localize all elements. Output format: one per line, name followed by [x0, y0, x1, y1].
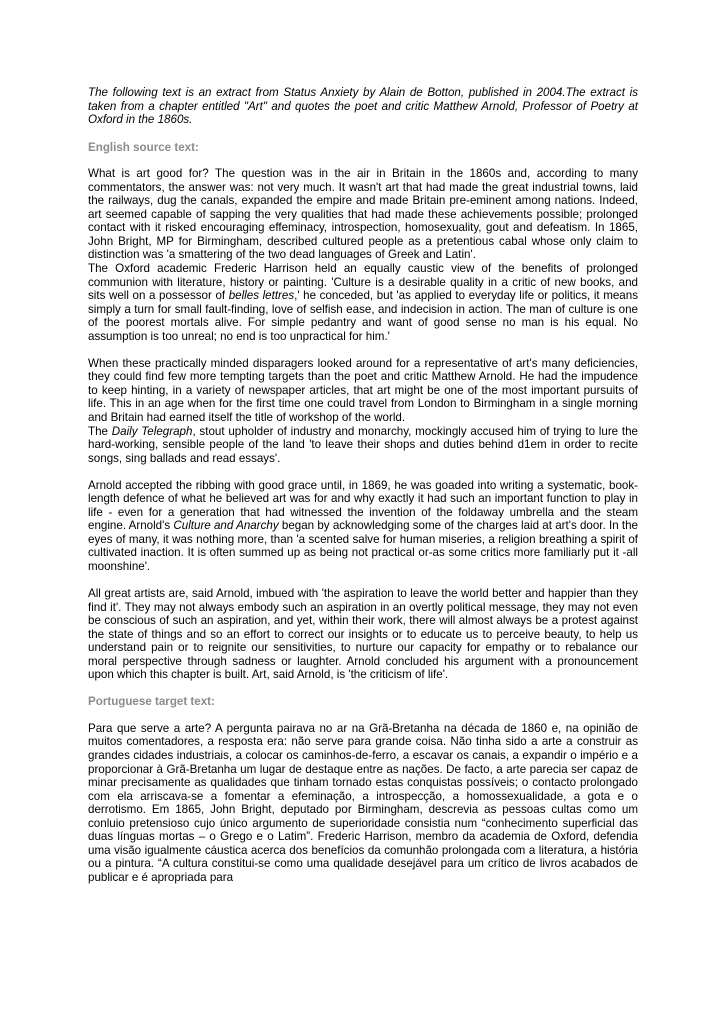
english-p1b-text-before: The Oxford academic Frederic Harrison held an equally caustic view of the benefits of prolonged communion with literature, history or painting. 'Culture is a desirable quality in a critic of new books, and sits well on a possessor of — [88, 262, 638, 303]
portuguese-target-heading: Portuguese target text: — [88, 695, 215, 709]
english-p1b-italic: belles lettres — [228, 289, 295, 303]
english-p2b-italic: Daily Telegraph — [111, 424, 193, 438]
english-p3-text-before: Arnold accepted the ribbing with good grace until, in 1869, he was goaded into writing a systematic, book-length defence of what he believed art was for and why exactly it had such an important function to play in life - even for a generation that had witnessed the invention of the foldaway umbrella and the steam engine. Arnold's — [88, 478, 638, 533]
english-p3-italic: Culture and Anarchy — [173, 519, 279, 533]
english-source-heading: English source text: — [88, 140, 199, 154]
english-paragraph-2b — [88, 425, 638, 466]
english-p2b-text-after: , stout upholder of industry and monarchy, mockingly accused him of trying to lure the hard-working, sensible people of the land 'to leave their shops and duties behind d1em in order to recite songs, sing ballads and read essays'. — [88, 424, 639, 465]
portuguese-paragraph-1: Para que serve a arte? A pergunta pairava no ar na Grã-Bretanha na década de 1860 e, na opinião de muitos comentadores, a resposta era: não serve para grande coisa. Não tinha sido a arte a construir as grandes cidades industriais, a colocar os caminhos-de-ferro, a escavar os canais, a expandir o império e a proporcionar à Grã-Bretanha um lugar de destaque entre as nações. De facto, a arte parecia ser capaz de minar precisamente as qualidades que tinham tornado estas conquistas possíveis; o contacto prolongado com ela arriscava-se a fomentar a efeminação, a introspecção, a homossexualidade, a gota e o derrotismo. Em 1865, John Bright, deputado por Birmingham, descrevia as pessoas cultas como um conluio pretensioso cujo único argumento de superioridade consistia num “conhecimento superficial das duas línguas mortas – o Grego e o Latim”. Frederic Harrison, membro da academia de Oxford, defendia uma visão igualmente cáustica acerca dos benefícios da comunhão prolongada com a literatura, a história ou a pintura. “A cultura constitui-se como uma qualidade desejável para um crítico de livros acabados de publicar e é apropriada para — [88, 721, 638, 884]
english-p3-text-after: began by acknowledging some of the charges laid at art's door. In the eyes of many, it was nothing more, than 'a scented salve for human miseries, a religion breathing a spirit of cultivated inaction. It is often summed up as being not practical or-as some critics more familiarly put it -all moonshine'. — [88, 519, 638, 573]
document-page — [88, 86, 638, 898]
english-p2b-text-before: The — [88, 424, 112, 438]
english-paragraph-2a: When these practically minded disparagers looked around for a representative of art's many deficiencies, they could find few more tempting targets than the poet and critic Matthew Arnold. He had the impudence to keep hinting, in a variety of newspaper articles, that art might be one of the most important pursuits of life. This in an age when for the first time one could travel from London to Birmingham in a single morning and Britain had earned itself the title of workshop of the world. — [88, 356, 638, 424]
english-paragraph-3 — [88, 479, 638, 574]
intro-paragraph: The following text is an extract from Status Anxiety by Alain de Botton, published in 2004.The extract is taken from a chapter entitled "Art" and quotes the poet and critic Matthew Arnold, Professor of Poetry at Oxford in the 1860s. — [88, 86, 638, 127]
english-paragraph-4: All great artists are, said Arnold, imbued with 'the aspiration to leave the world better and happier than they find it'. They may not always embody such an aspiration in an overtly political message, they may not even be conscious of such an aspiration, and yet, within their work, there will almost always be a protest against the state of things and so an effort to correct our insights or to educate us to perceive beauty, to help us understand pain or to reignite our sensitivities, to nurture our capacity for empathy or to rebalance our moral perspective through sadness or laughter. Arnold concluded his argument with a pronouncement upon which this chapter is built. Art, said Arnold, is 'the criticism of life'. — [88, 587, 638, 682]
english-p1b-text-after: ,' he conceded, but 'as applied to everyday life or politics, it means simply a turn for small fault-finding, love of selfish ease, and indecision in action. The man of culture is one of the poorest mortals alive. For simple pedantry and want of good sense no man is his equal. No assumption is too unreal; no end is too unpractical for him.' — [88, 289, 638, 343]
english-paragraph-1 — [88, 167, 638, 343]
english-paragraph-1b — [88, 262, 638, 343]
english-paragraph-1a: What is art good for? The question was in the air in Britain in the 1860s and, according to many commentators, the answer was: not very much. It wasn't art that had made the great industrial towns, laid the railways, dug the canals, expanded the empire and made Britain pre-eminent among nations. Indeed, art seemed capable of sapping the very qualities that had made these achievements possible; prolonged contact with it risked encouraging effeminacy, introspection, homosexuality, gout and defeatism. In 1865, John Bright, MP for Birmingham, described cultured people as a pretentious cabal whose only claim to distinction was 'a smattering of the two dead languages of Greek and Latin'. — [88, 167, 638, 262]
english-paragraph-2 — [88, 357, 638, 465]
